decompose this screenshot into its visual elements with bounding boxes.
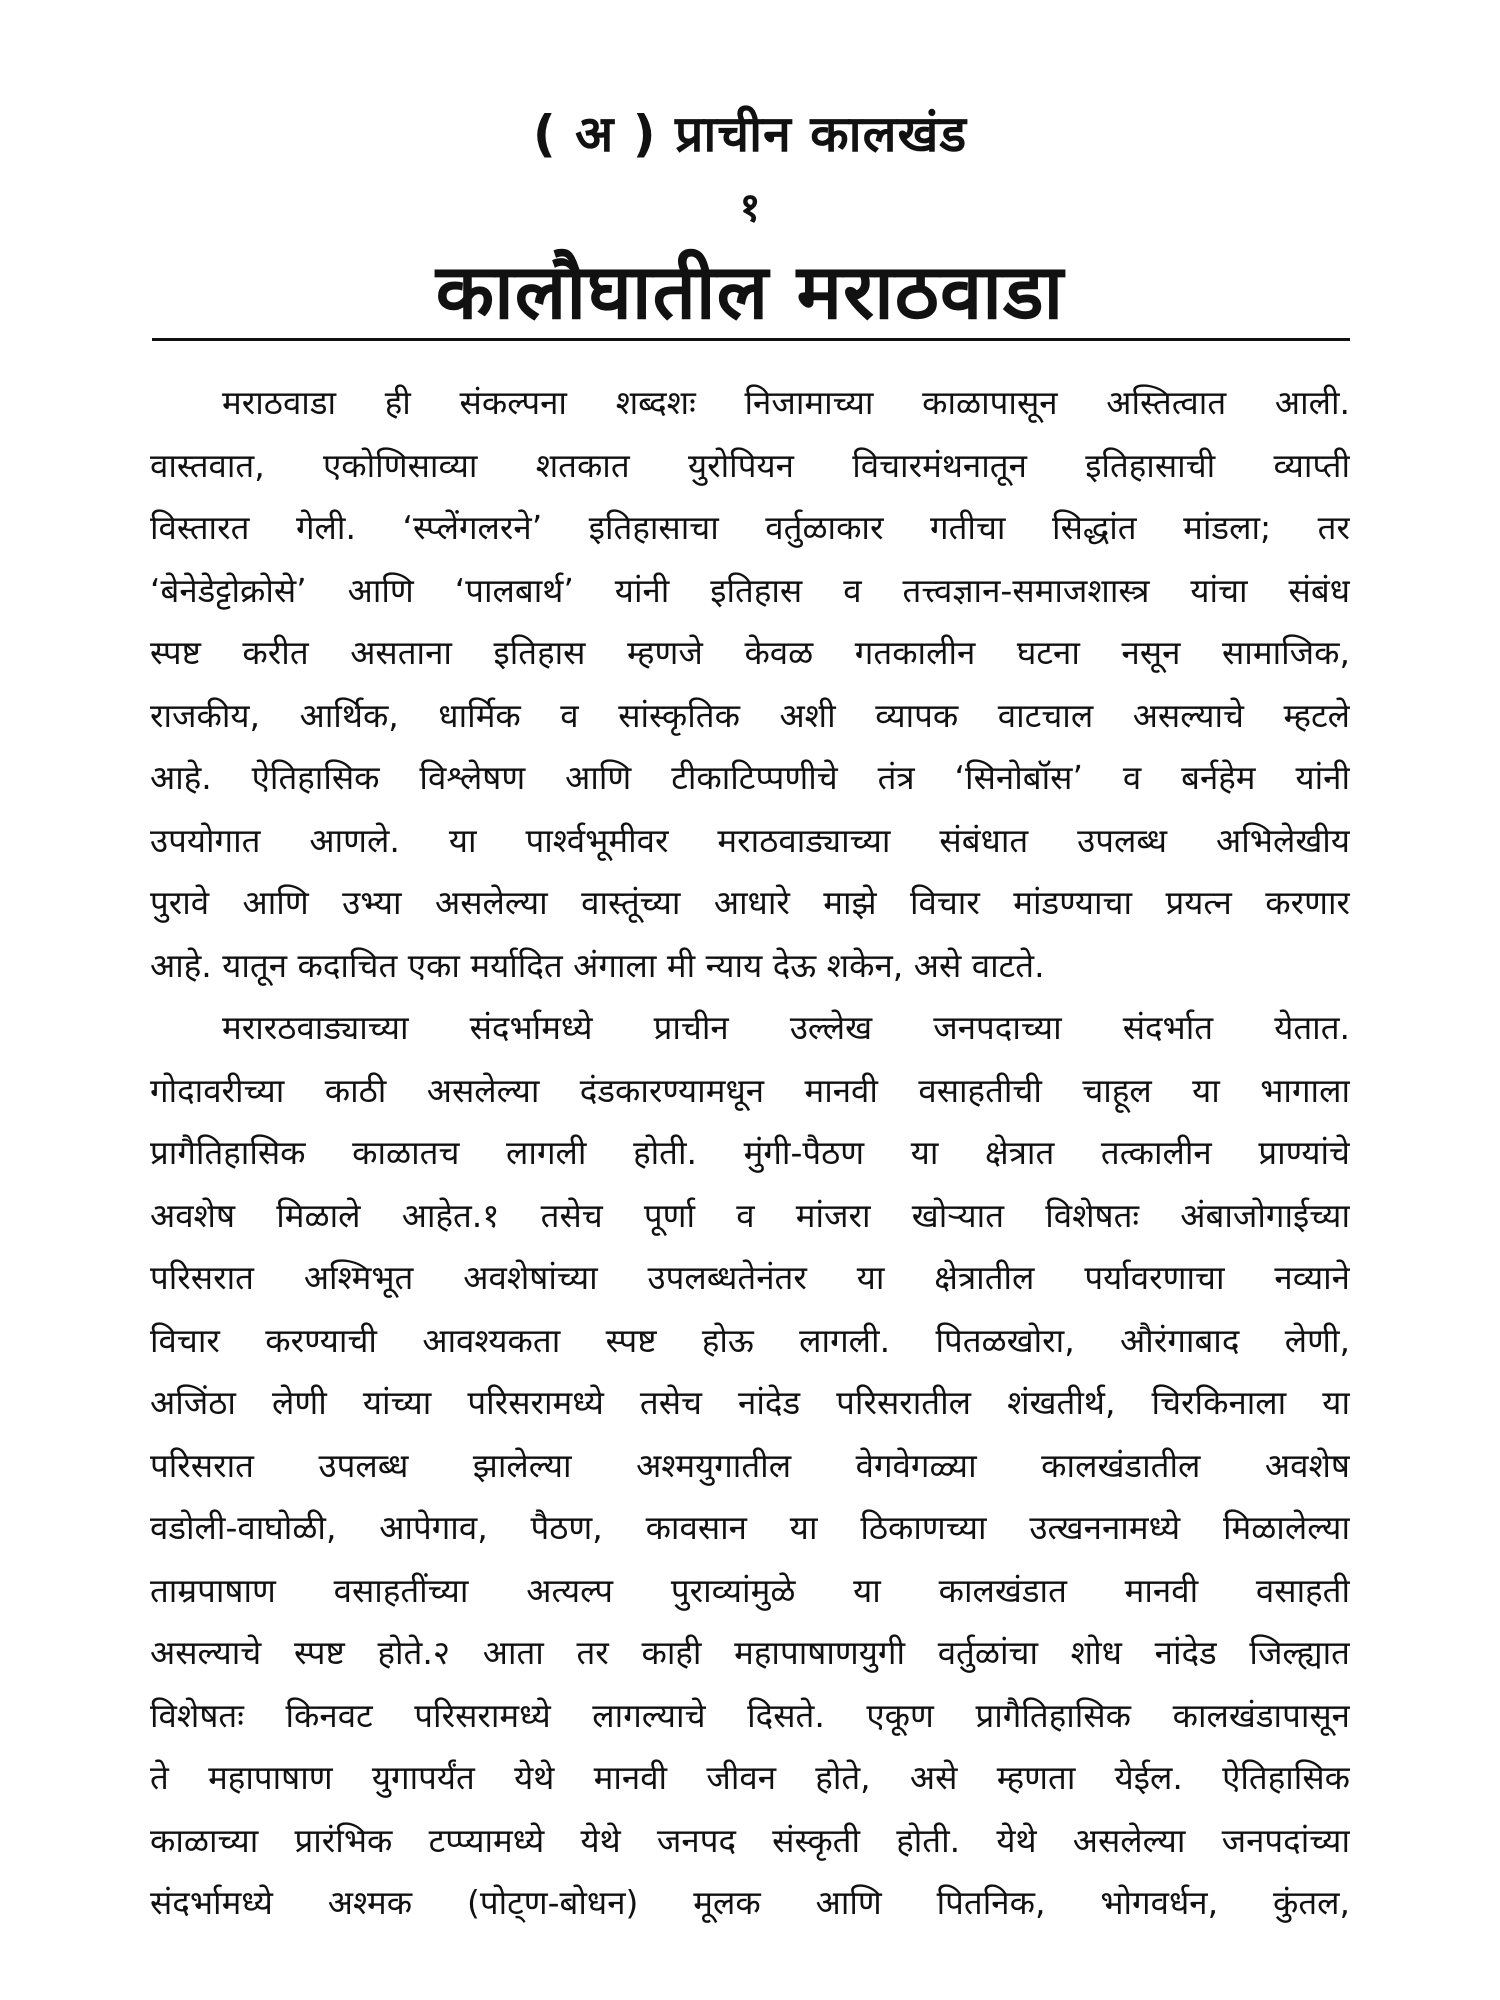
text-line: मराठवाडा ही संकल्पना शब्दशः निजामाच्या काळापासून अस्तित्वात आली.	[222, 383, 1350, 422]
text-line: विस्तारत गेली. ‘स्प्लेंगलरने’ इतिहासाचा वर्तुळाकार गतीचा सिद्धांत मांडला; तर	[150, 508, 1350, 547]
text-line: ‘बेनेडेट्टोक्रोसे’ आणि ‘पालबार्थ’ यांनी इतिहास व तत्त्वज्ञान-समाजशास्त्र यांचा संबंध	[150, 570, 1350, 610]
text-line: आहे. ऐतिहासिक विश्लेषण आणि टीकाटिप्पणीचे तंत्र ‘सिनोबॉस’ व बर्नहेम यांनी	[150, 758, 1350, 797]
text-line: मरारठवाड्याच्या संदर्भामध्ये प्राचीन उल्लेख जनपदाच्या संदर्भात येतात.	[222, 1008, 1350, 1047]
text-line: अजिंठा लेणी यांच्या परिसरामध्ये तसेच नांदेड परिसरातील शंखतीर्थ, चिरकिनाला या	[150, 1383, 1350, 1422]
text-line: विशेषतः किनवट परिसरामध्ये लागल्याचे दिसते. एकूण प्रागैतिहासिक कालखंडापासून	[150, 1695, 1350, 1735]
text-line: परिसरात उपलब्ध झालेल्या अश्मयुगातील वेगवेगळ्या कालखंडातील अवशेष	[150, 1445, 1350, 1485]
text-line: वडोली-वाघोळी, आपेगाव, पैठण, कावसान या ठिकाणच्या उत्खननामध्ये मिळालेल्या	[150, 1508, 1350, 1547]
text-line: काळाच्या प्रारंभिक टप्प्यामध्ये येथे जनपद संस्कृती होती. येथे असलेल्या जनपदांच्या	[150, 1820, 1350, 1860]
text-line: पुरावे आणि उभ्या असलेल्या वास्तूंच्या आधारे माझे विचार मांडण्याचा प्रयत्न करणार	[150, 883, 1350, 922]
text-line: प्रागैतिहासिक काळातच लागली होती. मुंगी-पैठण या क्षेत्रात तत्कालीन प्राण्यांचे	[150, 1133, 1350, 1172]
chapter-title: कालौघातील मराठवाडा	[435, 247, 1065, 336]
text-line: वास्तवात, एकोणिसाव्या शतकात युरोपियन विचारमंथनातून इतिहासाची व्याप्ती	[150, 445, 1350, 485]
body-text	[150, 372, 1350, 1935]
title-divider	[152, 338, 1350, 341]
text-line: आहे. यातून कदाचित एका मर्यादित अंगाला मी न्याय देऊ शकेन, असे वाटते.	[150, 945, 1045, 985]
text-line: असल्याचे स्पष्ट होते.२ आता तर काही महापाषाणयुगी वर्तुळांचा शोध नांदेड जिल्ह्यात	[150, 1633, 1350, 1672]
text-line: उपयोगात आणले. या पार्श्वभूमीवर मराठवाड्याच्या संबंधात उपलब्ध अभिलेखीय	[150, 820, 1350, 860]
text-line: अवशेष मिळाले आहेत.१ तसेच पूर्णा व मांजरा खोऱ्यात विशेषतः अंबाजोगाईच्या	[150, 1195, 1350, 1235]
text-line: गोदावरीच्या काठी असलेल्या दंडकारण्यामधून मानवी वसाहतीची चाहूल या भागाला	[150, 1070, 1350, 1110]
text-line: स्पष्ट करीत असताना इतिहास म्हणजे केवळ गतकालीन घटना नसून सामाजिक,	[150, 633, 1350, 672]
section-heading: ( अ ) प्राचीन कालखंड	[532, 105, 968, 163]
text-line: ताम्रपाषाण वसाहतींच्या अत्यल्प पुराव्यांमुळे या कालखंडात मानवी वसाहती	[150, 1570, 1350, 1610]
text-line: परिसरात अश्मिभूत अवशेषांच्या उपलब्धतेनंतर या क्षेत्रातील पर्यावरणाचा नव्याने	[150, 1258, 1350, 1297]
text-line: राजकीय, आर्थिक, धार्मिक व सांस्कृतिक अशी व्यापक वाटचाल असल्याचे म्हटले	[150, 695, 1350, 735]
text-line: विचार करण्याची आवश्यकता स्पष्ट होऊ लागली. पितळखोरा, औरंगाबाद लेणी,	[150, 1320, 1350, 1360]
text-line: संदर्भामध्ये अश्मक (पोट्ण-बोधन) मूलक आणि पितनिक, भोगवर्धन, कुंतल,	[150, 1883, 1350, 1922]
text-line: ते महापाषाण युगापर्यंत येथे मानवी जीवन होते, असे म्हणता येईल. ऐतिहासिक	[150, 1758, 1350, 1797]
chapter-number: १	[739, 185, 761, 231]
